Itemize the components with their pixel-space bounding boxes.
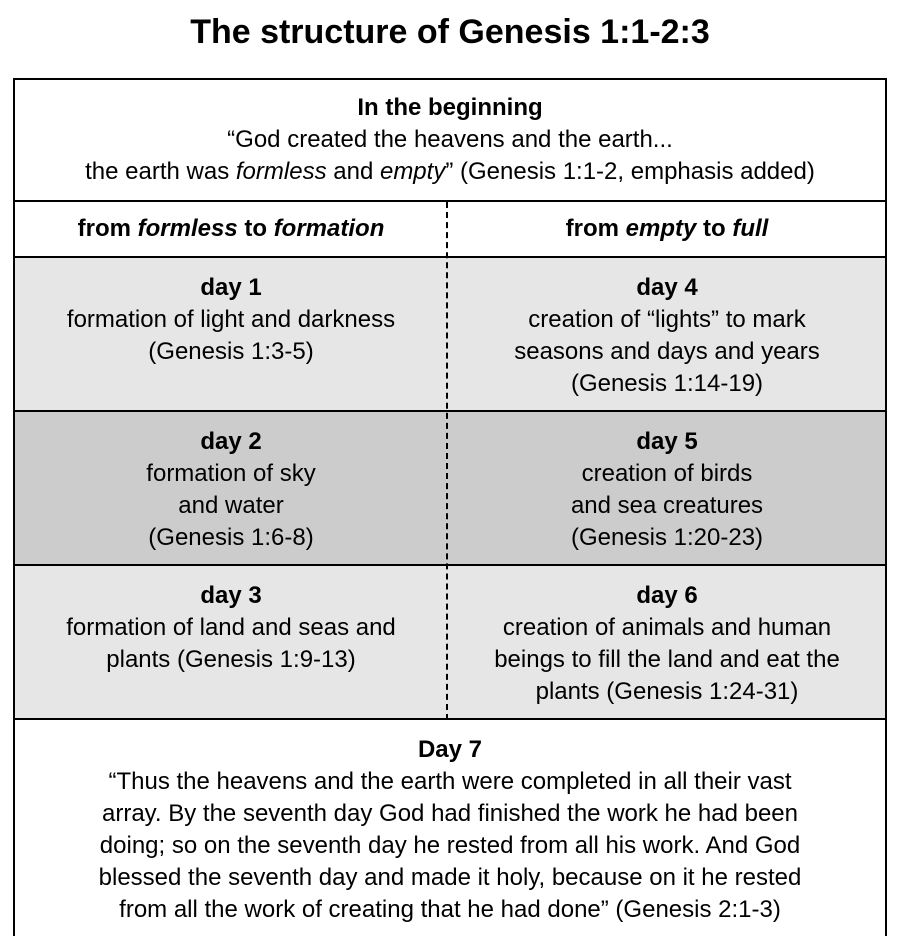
column-header-row [15, 202, 885, 258]
day-6-cell [449, 566, 885, 718]
day-4-label: day 4 [636, 274, 698, 301]
day-1-line: formation of light and darkness [66, 306, 396, 333]
column-header-right [449, 202, 885, 256]
column-left-mid: to [237, 215, 274, 242]
day-7-line: “Thus the heavens and the earth were completed in all their vast [108, 768, 792, 795]
intro-line-2-suffix: ” (Genesis 1:1-2, emphasis added) [445, 158, 815, 185]
genesis-structure-table [13, 78, 887, 936]
day-3-cell [15, 566, 447, 718]
day-5-line: (Genesis 1:20-23) [570, 524, 764, 551]
column-right-mid: to [696, 215, 733, 242]
intro-line-1: “God created the heavens and the earth... [227, 126, 673, 153]
day-6-label: day 6 [636, 582, 698, 609]
intro-empty: empty [379, 158, 446, 185]
intro-row [15, 80, 885, 202]
intro-heading: In the beginning [357, 94, 543, 121]
days-row-1 [15, 258, 885, 412]
day-7-line: array. By the seventh day God had finished the work he had been [102, 800, 798, 827]
day-7-line: doing; so on the seventh day he rested from all his work. And God [99, 832, 801, 859]
column-right-word2: full [732, 215, 769, 242]
column-divider [446, 202, 448, 720]
column-header-left [15, 202, 447, 256]
day-4-cell [449, 258, 885, 410]
column-left-prefix: from [77, 215, 138, 242]
day-7-row [15, 720, 885, 936]
intro-formless: formless [235, 158, 327, 185]
days-row-2 [15, 412, 885, 566]
column-left-word1: formless [137, 215, 238, 242]
day-6-line: plants (Genesis 1:24-31) [535, 678, 799, 705]
column-right-prefix: from [565, 215, 626, 242]
day-3-line: plants (Genesis 1:9-13) [106, 646, 356, 673]
day-3-line: formation of land and seas and [66, 614, 396, 641]
day-6-line: beings to fill the land and eat the [494, 646, 840, 673]
day-2-line: formation of sky [146, 460, 316, 487]
day-7-line: blessed the seventh day and made it holy, because on it he rested [98, 864, 802, 891]
day-2-cell [15, 412, 447, 564]
day-5-cell [449, 412, 885, 564]
day-7-block [15, 720, 885, 926]
day-5-label: day 5 [636, 428, 698, 455]
day-4-line: creation of “lights” to mark [528, 306, 806, 333]
day-6-line: creation of animals and human [502, 614, 832, 641]
intro-line-2 [15, 156, 885, 188]
column-right-word1: empty [625, 215, 697, 242]
intro-block [15, 80, 885, 188]
days-row-3 [15, 566, 885, 720]
intro-line-2-prefix: the earth was [85, 158, 236, 185]
day-3-label: day 3 [200, 582, 262, 609]
page-title: The structure of Genesis 1:1-2:3 [190, 13, 710, 51]
intro-and: and [326, 158, 380, 185]
day-5-line: creation of birds [581, 460, 753, 487]
day-7-line: from all the work of creating that he had done” (Genesis 2:1-3) [119, 896, 781, 923]
column-left-word2: formation [273, 215, 385, 242]
day-4-line: seasons and days and years [514, 338, 820, 365]
day-1-line: (Genesis 1:3-5) [148, 338, 314, 365]
day-4-line: (Genesis 1:14-19) [570, 370, 764, 397]
day-2-line: and water [178, 492, 284, 519]
day-2-label: day 2 [200, 428, 262, 455]
day-7-label: Day 7 [417, 736, 483, 763]
day-5-line: and sea creatures [570, 492, 764, 519]
day-2-line: (Genesis 1:6-8) [148, 524, 314, 551]
day-1-label: day 1 [200, 274, 262, 301]
day-1-cell [15, 258, 447, 410]
